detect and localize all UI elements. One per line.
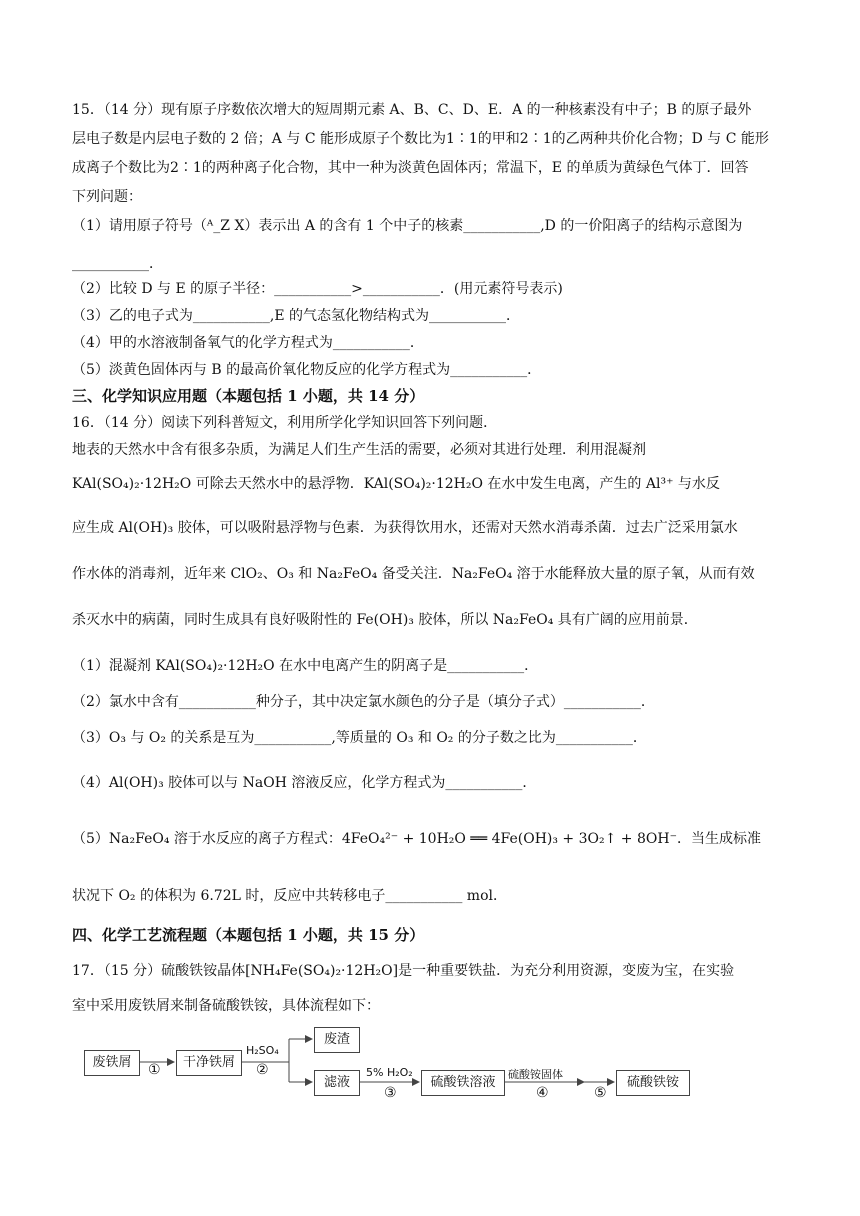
q16-line-1: 16．（14 分）阅读下列科普短文，利用所学化学知识回答下列问题． [72,415,498,431]
process-flow-diagram [84,1022,704,1112]
step-1-label: ① [148,1062,161,1078]
q16-line-3: KAl(SO₄)₂·12H₂O 可除去天然水中的悬浮物．KAl(SO₄)₂·12H₂O 在水中发生电离，产生的 Al³⁺ 与水反 [72,476,720,492]
reagent-h2o2: 5% H₂O₂ [366,1066,413,1079]
q17-line-1: 17．（15 分）硫酸铁铵晶体[NH₄Fe(SO₄)₂·12H₂O]是一种重要铁盐．为充分利用资源，变废为宝，在实验 [72,963,735,979]
q15-part-3: （3）乙的电子式为___________,E 的气态氢化物结构式为___________． [72,308,521,324]
q16-part-3: （3）O₃ 与 O₂ 的关系是互为___________,等质量的 O₃ 和 O₂ 的分子数之比为___________． [72,730,647,746]
q16-part-1: （1）混凝剂 KAl(SO₄)₂·12H₂O 在水中电离产生的阴离子是___________． [72,658,539,674]
q15-line-1: 15．（14 分）现有原子序数依次增大的短周期元素 A、B、C、D、E．A 的一种核素没有中子；B 的原子最外 [72,102,752,118]
q15-part-2: （2）比较 D 与 E 的原子半径：___________>___________．(用元素符号表示) [72,281,563,297]
section-3-heading: 三、化学知识应用题（本题包括 1 小题，共 14 分） [72,387,425,405]
reagent-ammonium-sulfate: 硫酸铵固体 [508,1068,563,1081]
q15-line-3: 成离子个数比为2∶1的两种离子化合物，其中一种为淡黄色固体丙；常温下，E 的单质为黄绿色气体丁．回答 [72,160,749,176]
reagent-h2so4: H₂SO₄ [246,1044,279,1057]
q16-line-6: 杀灭水中的病菌，同时生成具有良好吸附性的 Fe(OH)₃ 胶体，所以 Na₂FeO₄ 具有广阔的应用前景． [72,612,698,628]
q16-part-5: （5）Na₂FeO₄ 溶于水反应的离子方程式：4FeO₄²⁻ + 10H₂O ══ 4Fe(OH)₃ + 3O₂↑ + 8OH⁻．当生成标准 [72,831,761,847]
box-clean-iron: 干净铁屑 [176,1050,242,1076]
q16-line-2: 地表的天然水中含有很多杂质，为满足人们生产生活的需要，必须对其进行处理．利用混凝剂 [72,442,646,458]
step-4-label: ④ [536,1085,549,1101]
q16-line-4: 应生成 Al(OH)₃ 胶体，可以吸附悬浮物与色素．为获得饮用水，还需对天然水消毒杀菌．过去广泛采用氯水 [72,520,738,536]
step-3-label: ③ [384,1085,397,1101]
step-2-label: ② [256,1062,269,1078]
q16-part-4: （4）Al(OH)₃ 胶体可以与 NaOH 溶液反应，化学方程式为___________． [72,775,537,791]
q15-line-2: 层电子数是内层电子数的 2 倍；A 与 C 能形成原子个数比为1∶1的甲和2∶1的乙两种共价化合物；D 与 C 能形 [72,131,769,147]
q15-part-1-cont: ___________． [72,256,163,272]
box-residue: 废渣 [314,1027,360,1053]
section-4-heading: 四、化学工艺流程题（本题包括 1 小题，共 15 分） [72,926,425,944]
box-ferric-sulfate: 硫酸铁溶液 [421,1070,505,1096]
q15-part-4: （4）甲的水溶液制备氧气的化学方程式为___________． [72,335,424,351]
box-scrap-iron: 废铁屑 [84,1050,140,1076]
q16-part-2: （2）氯水中含有___________种分子，其中决定氯水颜色的分子是（填分子式）___________． [72,694,655,710]
q15-line-4: 下列问题： [72,189,142,205]
q17-line-2: 室中采用废铁屑来制备硫酸铁铵，具体流程如下： [72,998,380,1014]
q15-part-5: （5）淡黄色固体丙与 B 的最高价氧化物反应的化学方程式为___________． [72,362,542,378]
q15-part-1: （1）请用原子符号（ᴬ_Z X）表示出 A 的含有 1 个中子的核素___________,D 的一价阳离子的结构示意图为 [72,218,743,234]
box-filtrate: 滤液 [314,1070,360,1096]
q16-part-5-cont: 状况下 O₂ 的体积为 6.72L 时，反应中共转移电子___________ mol． [72,888,507,904]
step-5-label: ⑤ [594,1085,607,1101]
q16-line-5: 作水体的消毒剂，近年来 ClO₂、O₃ 和 Na₂FeO₄ 备受关注．Na₂FeO₄ 溶于水能释放大量的原子氧，从而有效 [72,566,755,582]
box-ammonium-ferric-sulfate: 硫酸铁铵 [616,1070,690,1096]
